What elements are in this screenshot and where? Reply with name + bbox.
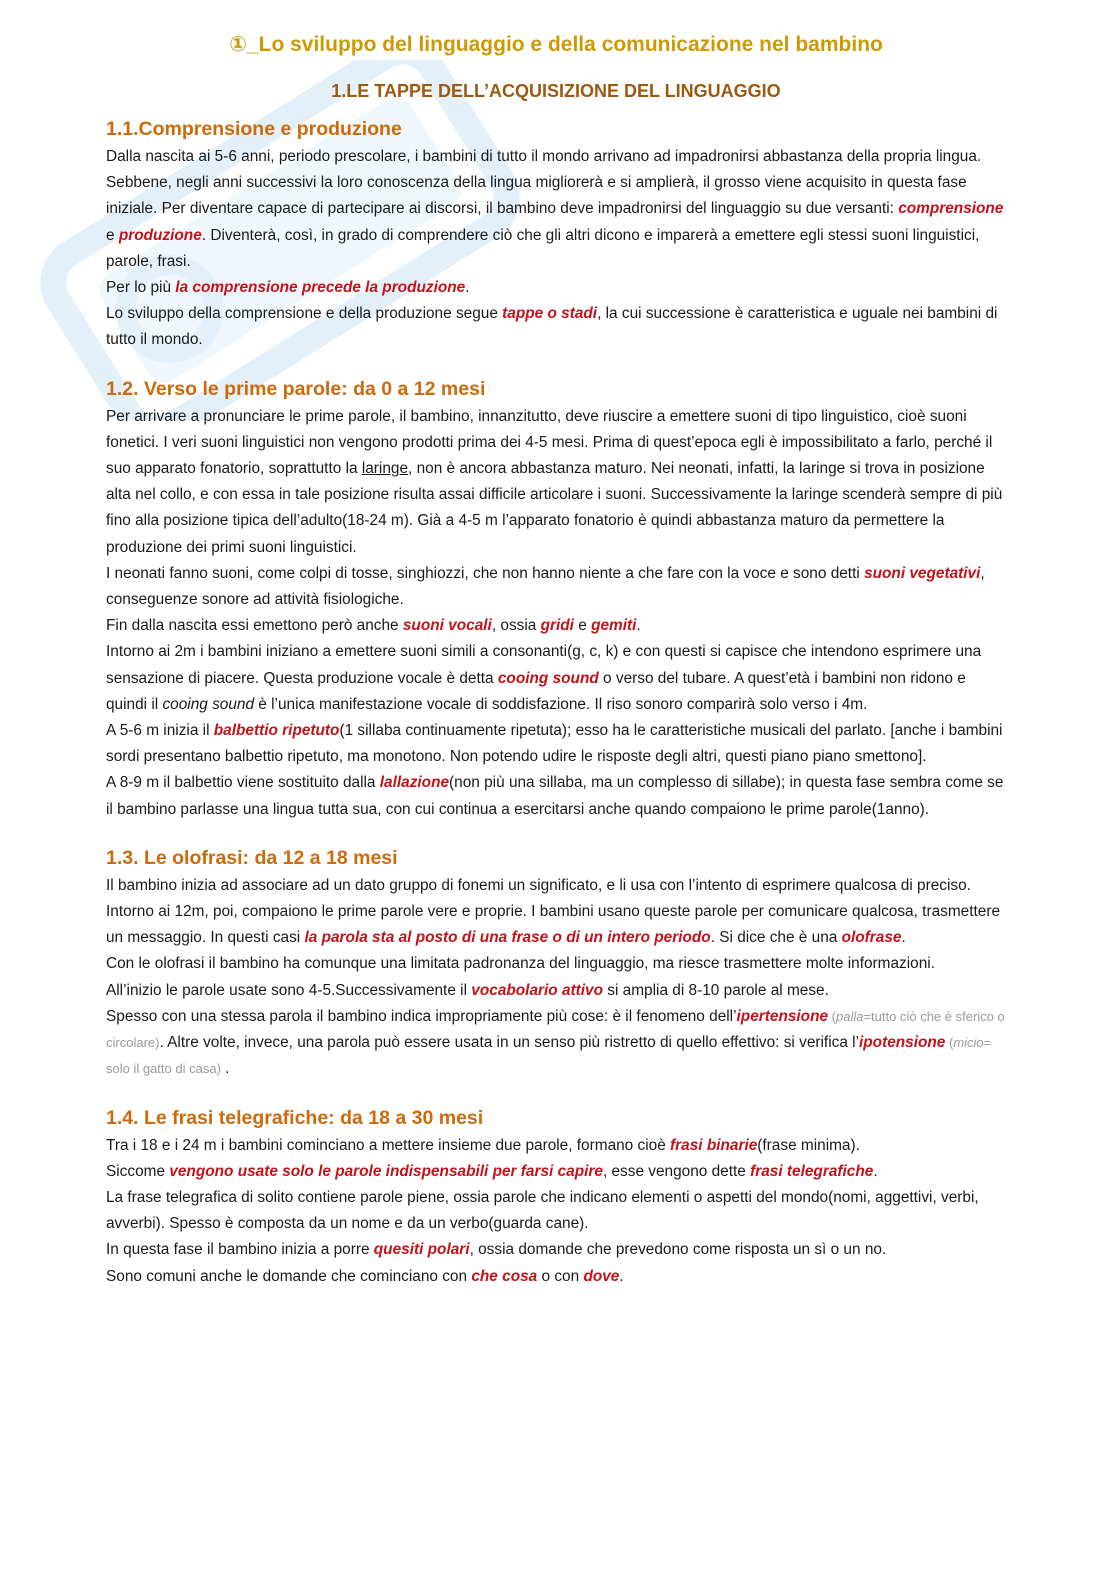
paragraph: A 8-9 m il balbettio viene sostituito dalla lallazione(non più una sillaba, ma un complesso di sillabe); in questa fase sembra come se il bambino parlasse una lingua tutta sua, con cui continua a esercitarsi anche quando compaiono le prime parole(1anno).: [106, 774, 1004, 818]
paragraph: Fin dalla nascita essi emettono però anche suoni vocali, ossia gridi e gemiti.: [106, 617, 641, 635]
paragraph: In questa fase il bambino inizia a porre quesiti polari, ossia domande che prevedono come risposta un sì o un no.: [106, 1241, 887, 1259]
paragraph: Il bambino inizia ad associare ad un dato gruppo di fonemi un significato, e li usa con l’intento di esprimere qualcosa di preciso. Intorno ai 12m, poi, compaiono le prime parole vere e proprie. I bambini usano queste parole per comunicare qualcosa, trasmettere un messaggio. In questi casi la parola sta al posto di una frase o di un intero periodo. Si dice che è una olofrase.: [106, 876, 1001, 947]
section-heading-1-4: 1.4. Le frasi telegrafiche: da 18 a 30 mesi: [106, 1106, 484, 1129]
section-heading-1-1: 1.1.Comprensione e produzione: [106, 118, 402, 140]
paragraph: All’inizio le parole usate sono 4-5.Successivamente il vocabolario attivo si amplia di 8-10 parole al mese.: [106, 981, 829, 999]
paragraph: Spesso con una stessa parola il bambino indica impropriamente più cose: è il fenomeno dell’ipertensione (palla=tutto ciò che è sferico o circolare). Altre volte, invece, una parola può essere usata in un senso più ristretto di quello effettivo: si verifica l’ipotensione (micio= solo il gatto di casa) .: [106, 1007, 1005, 1078]
section-heading-1-3: 1.3. Le olofrasi: da 12 a 18 mesi: [106, 846, 398, 869]
document-title: ①_Lo sviluppo del linguaggio e della comunicazione nel bambino: [229, 33, 883, 56]
paragraph: Dalla nascita ai 5-6 anni, periodo prescolare, i bambini di tutto il mondo arrivano ad impadronirsi abbastanza della propria lingua. Sebbene, negli anni successivi la loro conoscenza della lingua migliorerà e si amplierà, il grosso viene acquisito in questa fase iniziale. Per diventare capace di partecipare ai discorsi, il bambino deve impadronirsi del linguaggio su due versanti: comprensione e produzione. Diventerà, così, in grado di comprendere ciò che gli altri dicono e imparerà a emettere egli stessi suoni linguistici, parole, frasi.: [106, 148, 1004, 270]
paragraph: Siccome vengono usate solo le parole indispensabili per farsi capire, esse vengono dette frasi telegrafiche.: [106, 1162, 878, 1180]
paragraph: Intorno ai 2m i bambini iniziano a emettere suoni simili a consonanti(g, c, k) e con questi si capisce che intendono esprimere una sensazione di piacere. Questa produzione vocale è detta cooing sound o verso del tubare. A quest’età i bambini non ridono e quindi il cooing sound è l’unica manifestazione vocale di soddisfazione. Il riso sonoro comparirà solo verso i 4m.: [106, 643, 982, 713]
section-heading-1-2: 1.2. Verso le prime parole: da 0 a 12 mesi: [106, 377, 486, 400]
paragraph: I neonati fanno suoni, come colpi di tosse, singhiozzi, che non hanno niente a che fare con la voce e sono detti suoni vegetativi, conseguenze sonore ad attività fisiologiche.: [106, 564, 985, 609]
paragraph: Lo sviluppo della comprensione e della produzione segue tappe o stadi, la cui successione è caratteristica e uguale nei bambini di tutto il mondo.: [106, 305, 998, 349]
paragraph: A 5-6 m inizia il balbettio ripetuto(1 sillaba continuamente ripetuta); esso ha le caratteristiche musicali del parlato. [anche i bambini sordi presentano balbettio ripetuto, ma monotono. Non potendo udire le risposte degli altri, questi piano piano smettono].: [106, 722, 1003, 766]
paragraph: La frase telegrafica di solito contiene parole piene, ossia parole che indicano elementi o aspetti del mondo(nomi, aggettivi, verbi, avverbi). Spesso è composta da un nome e da un verbo(guarda cane).: [106, 1188, 979, 1233]
paragraph: Per lo più la comprensione precede la produzione.: [106, 279, 470, 297]
paragraph: Sono comuni anche le domande che cominciano con che cosa o con dove.: [106, 1267, 624, 1285]
document-page: [106, 30, 1006, 1290]
paragraph: Con le olofrasi il bambino ha comunque una limitata padronanza del linguaggio, ma riesce trasmettere molte informazioni.: [106, 955, 935, 973]
paragraph: Tra i 18 e i 24 m i bambini cominciano a mettere insieme due parole, formano cioè frasi binarie(frase minima).: [106, 1136, 860, 1154]
chapter-title: 1.LE TAPPE DELL’ACQUISIZIONE DEL LINGUAGGIO: [331, 81, 781, 101]
paragraph: Per arrivare a pronunciare le prime parole, il bambino, innanzitutto, deve riuscire a emettere suoni di tipo linguistico, cioè suoni fonetici. I veri suoni linguistici non vengono prodotti prima dei 4-5 mesi. Prima di quest’epoca egli è impossibilitato a farlo, perché il suo apparato fonatorio, soprattutto la laringe, non è ancora abbastanza maturo. Nei neonati, infatti, la laringe si trova in posizione alta nel collo, e con essa in tale posizione risulta assai difficile articolare i suoni. Successivamente la laringe scenderà sempre di più fino alla posizione tipica dell’adulto(18-24 m). Già a 4-5 m l’apparato fonatorio è quindi abbastanza maturo da permettere la produzione dei primi suoni linguistici.: [106, 407, 1003, 556]
